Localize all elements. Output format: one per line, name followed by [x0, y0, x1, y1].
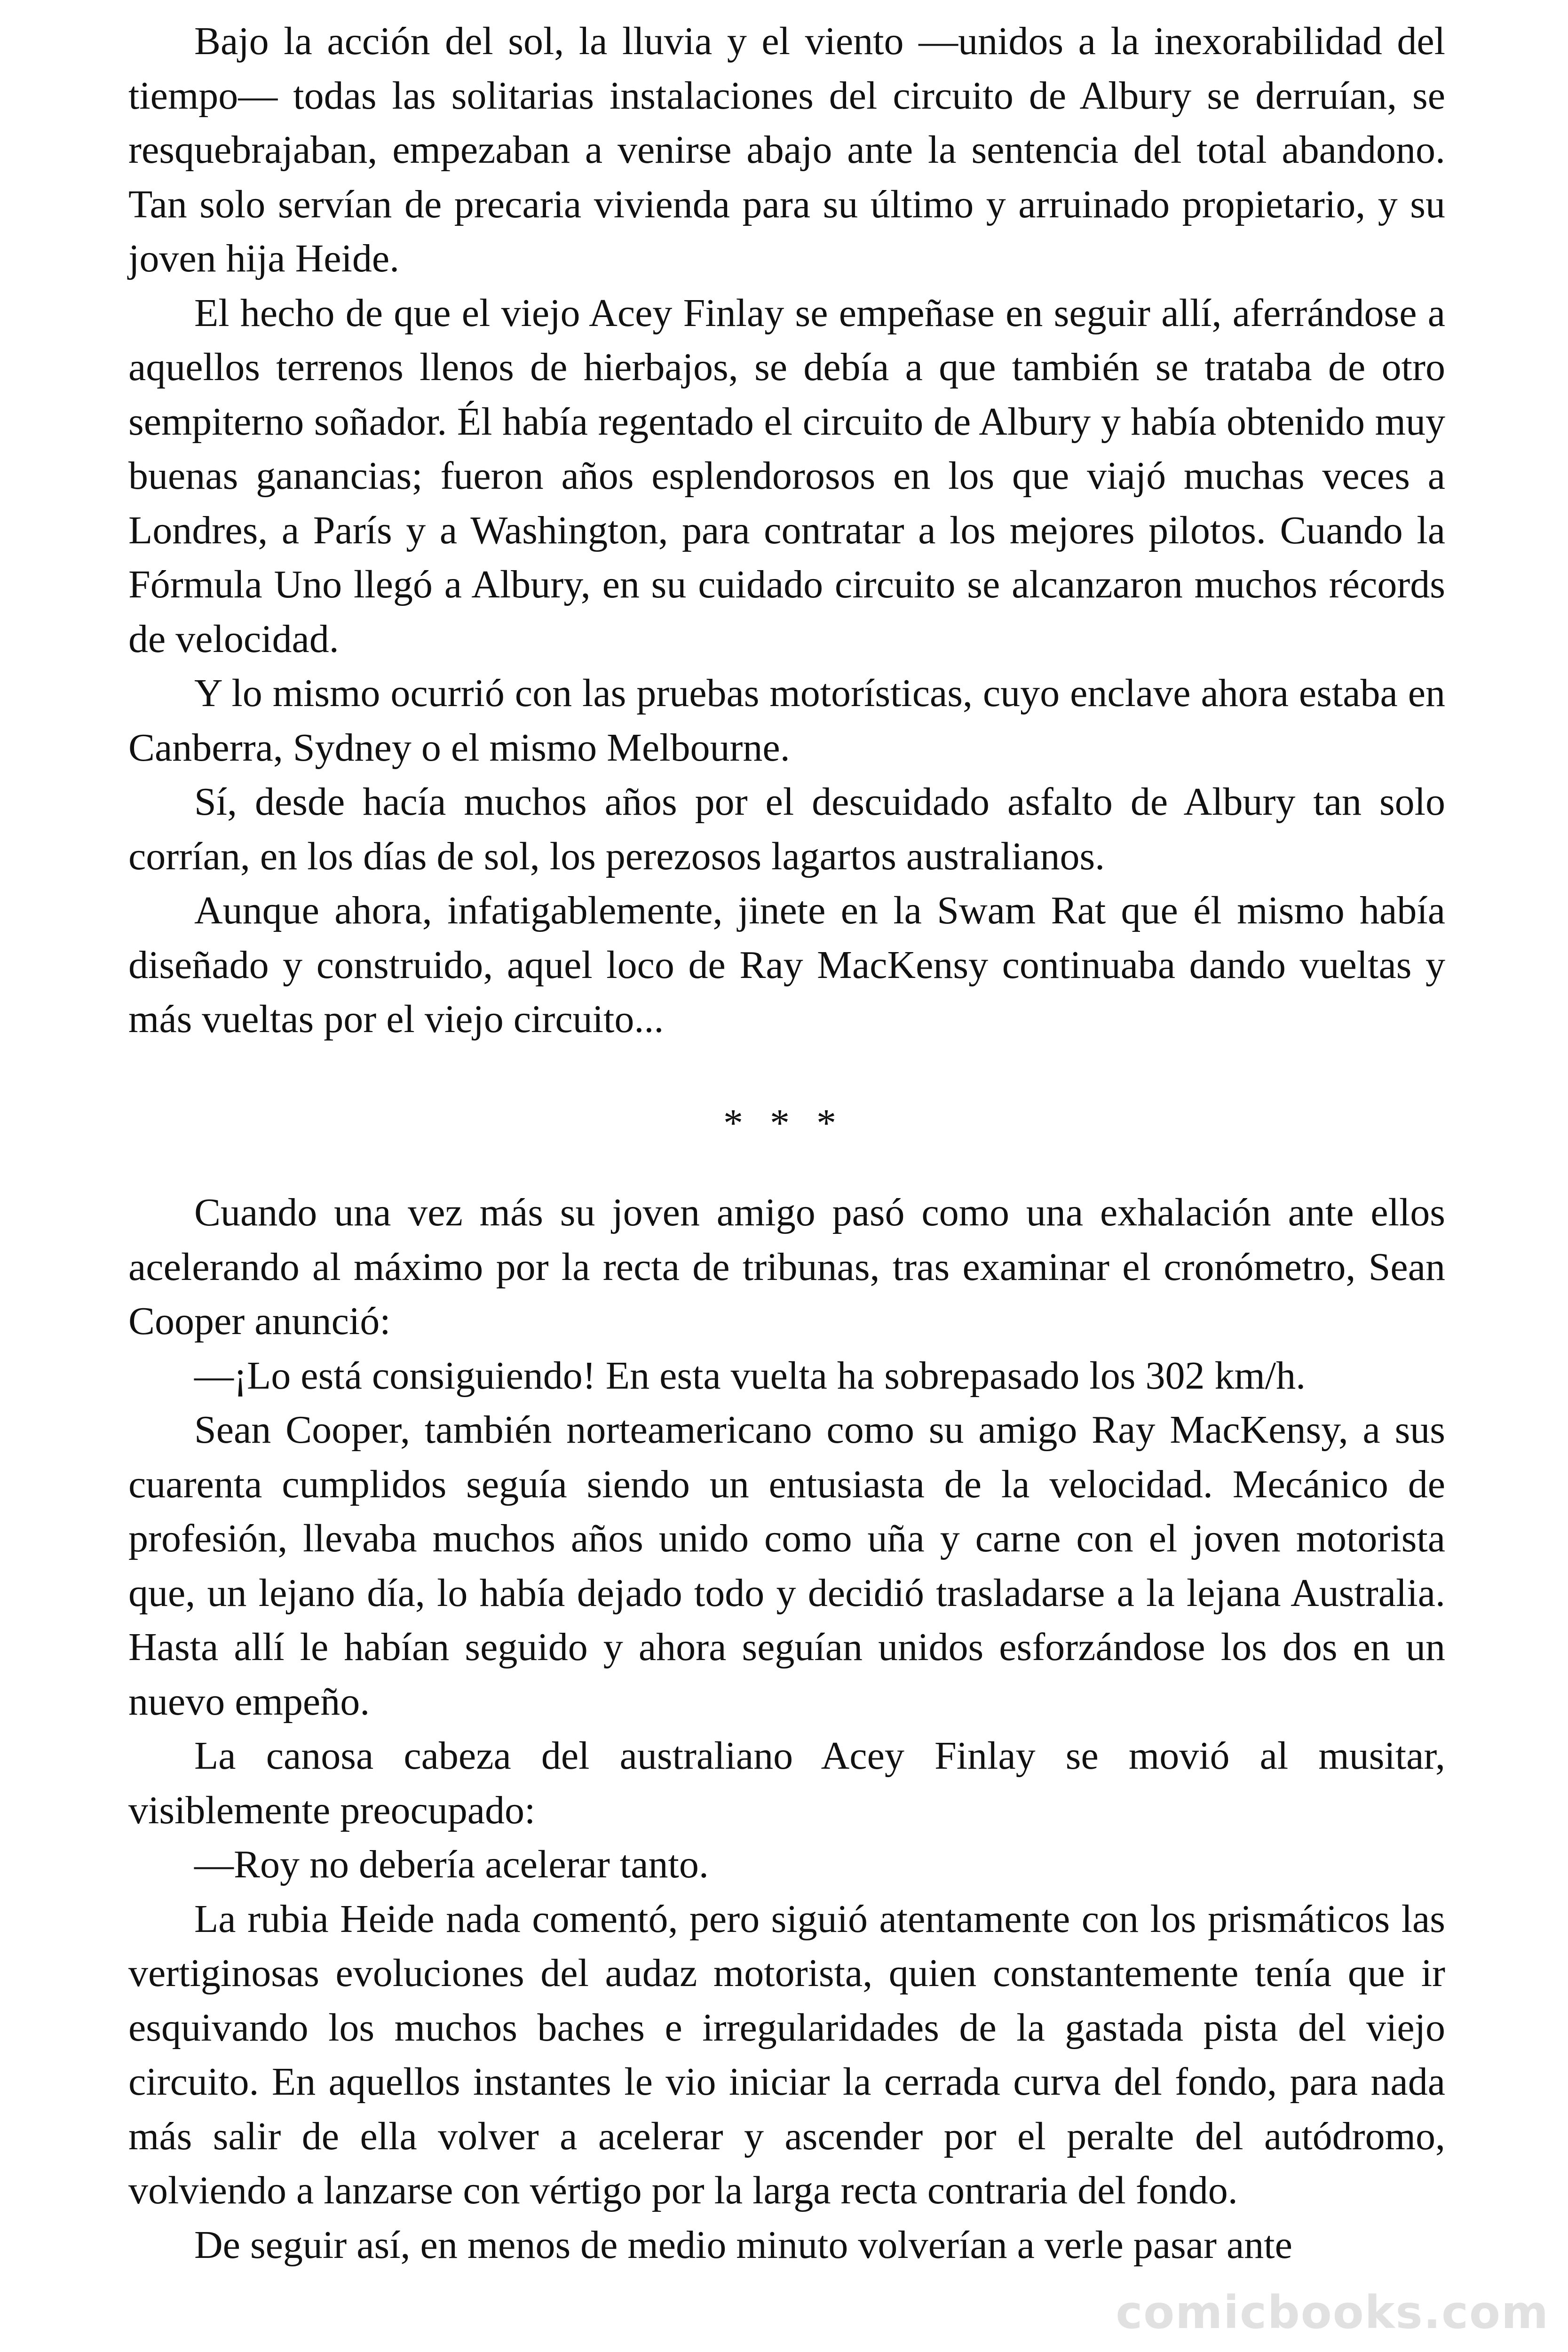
section-separator: * * * [723, 1101, 845, 1145]
paragraph: Cuando una vez más su joven amigo pasó como una exhalación ante ellos acelerando al máximo por la recta de tribunas, tras examinar el cronómetro, Sean Cooper anunció: [128, 1191, 1445, 1343]
dialogue-paragraph: —Roy no debería acelerar tanto. [194, 1843, 709, 1886]
paragraph: Sí, desde hacía muchos años por el descuidado asfalto de Albury tan solo corrían, en los días de sol, los perezosos lagartos australianos. [128, 780, 1445, 878]
paragraph: Y lo mismo ocurrió con las pruebas motorísticas, cuyo enclave ahora estaba en Canberra, Sydney o el mismo Melbourne. [128, 671, 1445, 770]
text-section-2 [128, 1185, 1445, 2272]
paragraph: Sean Cooper, también norteamericano como su amigo Ray MacKensy, a sus cuarenta cumplidos seguía siendo un entusiasta de la velocidad. Mecánico de profesión, llevaba muchos años unido como uña y carne con el joven motorista que, un lejano día, lo había dejado todo y decidió trasladarse a la lejana Australia. Hasta allí le habían seguido y ahora seguían unidos esforzándose los dos en un nuevo empeño. [128, 1408, 1445, 1724]
text-section-1 [128, 14, 1445, 1047]
paragraph: La rubia Heide nada comentó, pero siguió atentamente con los prismáticos las vertiginosas evoluciones del audaz motorista, quien constantemente tenía que ir esquivando los muchos baches e irregularidades de la gastada pista del viejo circuito. En aquellos instantes le vio iniciar la cerrada curva del fondo, para nada más salir de ella volver a acelerar y ascender por el peralte del autódromo, volviendo a lanzarse con vértigo por la larga recta contraria del fondo. [128, 1897, 1445, 2212]
paragraph: La canosa cabeza del australiano Acey Finlay se movió al musitar, visiblemente preocupado: [128, 1734, 1445, 1832]
paragraph: De seguir así, en menos de medio minuto volverían a verle pasar ante [194, 2223, 1292, 2267]
watermark: comicbooks.com [1116, 2286, 1549, 2339]
paragraph: El hecho de que el viejo Acey Finlay se empeñase en seguir allí, aferrándose a aquellos terrenos llenos de hierbajos, se debía a que también se trataba de otro sempiterno soñador. Él había regentado el circuito de Albury y había obtenido muy buenas ganancias; fueron años esplendorosos en los que viajó muchas veces a Londres, a París y a Washington, para contratar a los mejores pilotos. Cuando la Fórmula Uno llegó a Albury, en su cuidado circuito se alcanzaron muchos récords de velocidad. [128, 291, 1445, 661]
paragraph: Bajo la acción del sol, la lluvia y el viento —unidos a la inexorabilidad del tiempo— todas las solitarias instalaciones del circuito de Albury se derruían, se resquebrajaban, empezaban a venirse abajo ante la sentencia del total abandono. Tan solo servían de precaria vivienda para su último y arruinado propietario, y su joven hija Heide. [128, 19, 1445, 280]
paragraph: Aunque ahora, infatigablemente, jinete en la Swam Rat que él mismo había diseñado y construido, aquel loco de Ray MacKensy continuaba dando vueltas y más vueltas por el viejo circuito... [128, 889, 1445, 1041]
dialogue-paragraph: —¡Lo está consiguiendo! En esta vuelta ha sobrepasado los 302 km/h. [194, 1353, 1306, 1398]
